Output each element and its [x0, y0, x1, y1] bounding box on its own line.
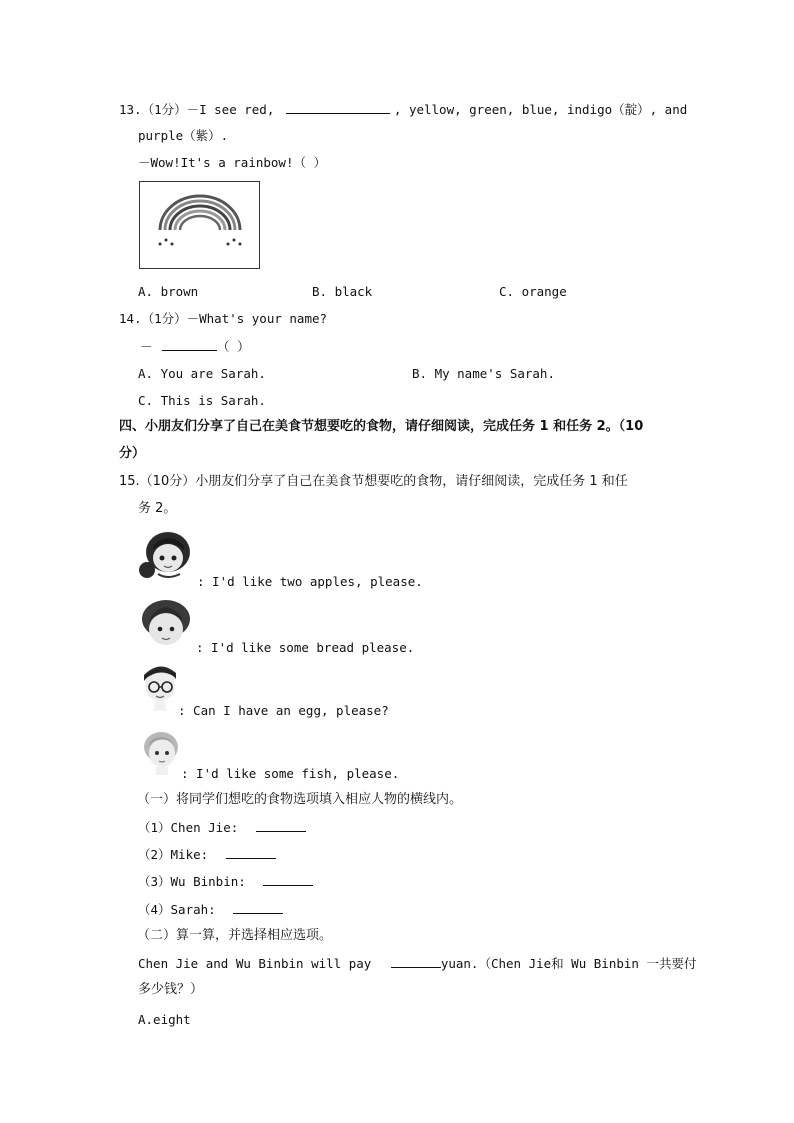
task2-line2: 多少钱？） [138, 982, 204, 997]
q14-answer-blank[interactable] [162, 338, 217, 351]
task2-line1 [138, 955, 696, 972]
task1-item-sarah [138, 901, 283, 918]
task2-option-a[interactable]: A.eight [138, 1012, 191, 1027]
boy-avatar-mike [140, 663, 180, 713]
q13-prompt-cont: , yellow, green, blue, indigo（靛）, and [393, 102, 688, 117]
q13-option-a[interactable]: A. brown [138, 284, 199, 299]
speech-3: : Can I have an egg, please? [178, 703, 389, 718]
task1-title: （一）将同学们想吃的食物选项填入相应人物的横线内。 [137, 792, 463, 807]
girl-avatar-chen-jie [138, 528, 196, 584]
task1-item-chen-jie [138, 819, 306, 836]
q14-line1: 14.（1分）－What's your name? [119, 311, 328, 326]
speech-4: : I'd like some fish, please. [181, 766, 400, 781]
speech-2: : I'd like some bread please. [196, 640, 415, 655]
rainbow-icon [140, 182, 259, 268]
q13-line3: －Wow!It's a rainbow!（ ） [138, 155, 327, 170]
boy-face-icon [138, 597, 194, 651]
q14-dash: － [140, 339, 153, 354]
task1-blank-mike[interactable] [226, 846, 276, 859]
q14-paren: （ ） [217, 339, 250, 354]
q13-prompt: 13.（1分）－I see red, [119, 102, 275, 117]
q15-line2: 务 2。 [138, 501, 177, 516]
section4-heading: 四、小朋友们分享了自己在美食节想要吃的食物，请仔细阅读，完成任务 1 和任务 2。（10 [119, 419, 644, 434]
task1-label-wu-binbin: （3）Wu Binbin: [138, 874, 246, 889]
task1-blank-chen-jie[interactable] [256, 819, 306, 832]
task2-answer-blank[interactable] [391, 955, 441, 968]
q13-line1 [119, 101, 687, 118]
q14-option-a[interactable]: A. You are Sarah. [138, 366, 266, 381]
boy-avatar-wu-binbin [138, 597, 194, 651]
task1-blank-sarah[interactable] [233, 901, 283, 914]
q13-option-c[interactable]: C. orange [499, 284, 567, 299]
speech-1: : I'd like two apples, please. [197, 574, 423, 589]
q14-option-c[interactable]: C. This is Sarah. [138, 393, 266, 408]
task2-title: （二）算一算，并选择相应选项。 [137, 928, 333, 943]
section4-heading-cont: 分） [119, 446, 146, 461]
q15-line1: 15.（10分）小朋友们分享了自己在美食节想要吃的食物，请仔细阅读，完成任务 1 和任 [119, 474, 628, 489]
rainbow-picture [139, 181, 260, 269]
q14-line2 [140, 338, 250, 355]
task1-label-mike: （2）Mike: [138, 847, 209, 862]
task2-prompt: Chen Jie and Wu Binbin will pay [138, 956, 372, 971]
q13-answer-blank[interactable] [286, 101, 390, 114]
task1-label-sarah: （4）Sarah: [138, 902, 216, 917]
q13-line2: purple（紫）. [138, 128, 229, 143]
task1-label-chen-jie: （1）Chen Jie: [138, 820, 239, 835]
glasses-boy-icon [140, 663, 180, 713]
q14-option-b[interactable]: B. My name's Sarah. [412, 366, 555, 381]
task2-prompt-cont: yuan.（Chen Jie和 Wu Binbin 一共要付 [440, 956, 697, 971]
task1-item-mike [138, 846, 276, 863]
girl-face-icon [138, 528, 196, 584]
light-hair-girl-icon [141, 729, 181, 777]
girl-avatar-sarah [141, 729, 181, 777]
task1-item-wu-binbin [138, 873, 313, 890]
q13-option-b[interactable]: B. black [312, 284, 373, 299]
task1-blank-wu-binbin[interactable] [263, 873, 313, 886]
